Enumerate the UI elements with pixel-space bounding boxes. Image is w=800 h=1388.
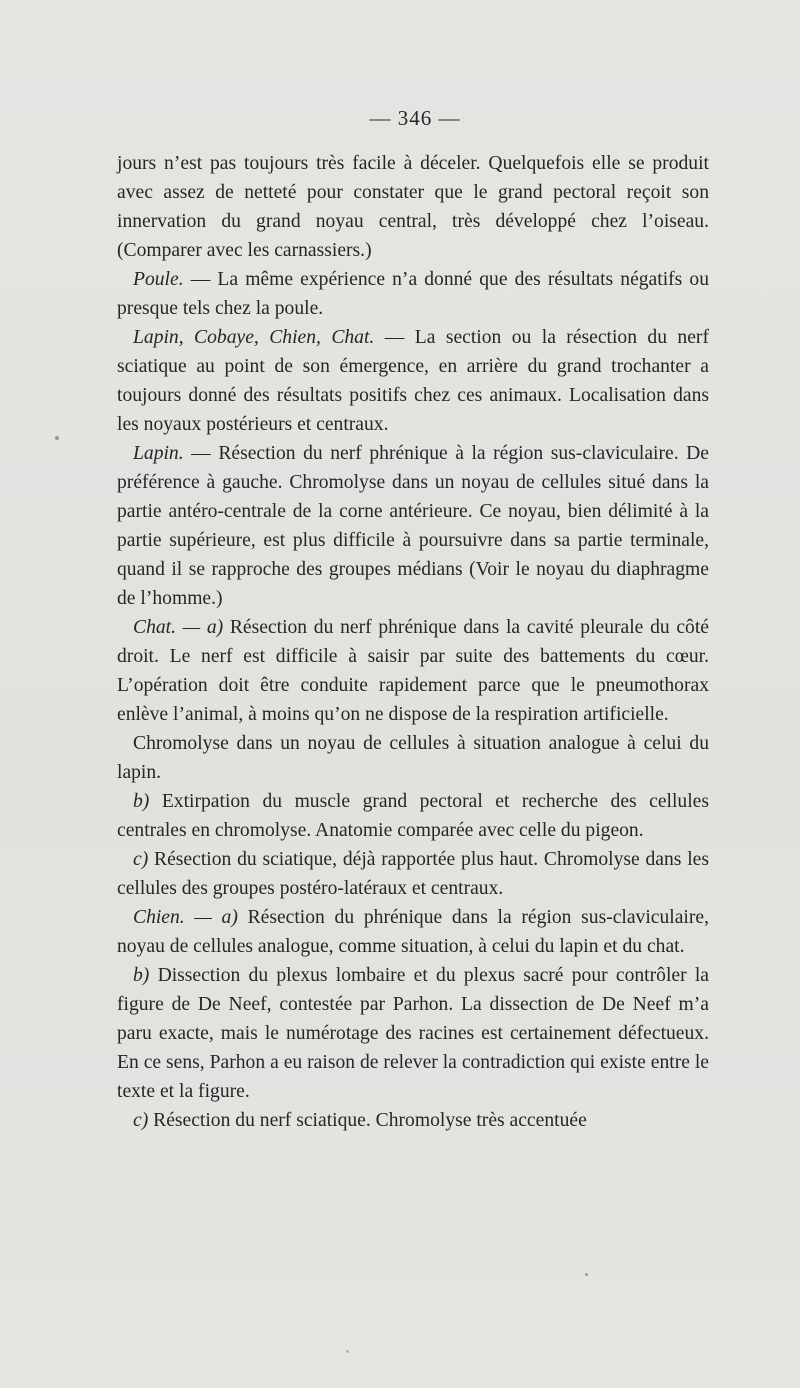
paragraph-chat-a bbox=[117, 613, 709, 729]
paragraph-lead: Poule. bbox=[133, 269, 184, 290]
paper-speck bbox=[346, 1350, 349, 1353]
paragraph-lead: c) bbox=[133, 849, 149, 870]
paragraph-chien-c bbox=[117, 1106, 709, 1135]
paper-speck bbox=[585, 1273, 588, 1276]
paragraph-chat-b bbox=[117, 787, 709, 845]
paragraph-text: — La même expérience n’a donné que des résultats négatifs ou presque tels chez la poule. bbox=[117, 269, 709, 319]
paragraph-lead: b) bbox=[133, 791, 150, 812]
paragraph-lapin-cobaye-chien-chat bbox=[117, 323, 709, 439]
paragraph-text: — Résection du nerf phrénique à la région sus-claviculaire. De préférence à gauche. Chromolyse dans un noyau de cellules situé dans la partie antéro-centrale de la corne antérieure. Ce noyau, bien délimité à la partie supérieure, est plus difficile à poursuivre dans sa partie terminale, quand il se rapproche des groupes médians (Voir le noyau du diaphragme de l’homme.) bbox=[117, 443, 709, 609]
paragraph-chat-c bbox=[117, 845, 709, 903]
page-number: — 346 — bbox=[369, 106, 461, 130]
paragraph-text: Extirpation du muscle grand pectoral et recherche des cellules centrales en chromolyse. Anatomie comparée avec celle du pigeon. bbox=[117, 791, 709, 841]
paragraph-lead: Lapin. bbox=[133, 443, 184, 464]
paragraph-lapin bbox=[117, 439, 709, 613]
paragraph-text: Résection du nerf sciatique. Chromolyse très accentuée bbox=[148, 1110, 587, 1131]
paper-speck bbox=[55, 436, 59, 440]
paragraph-text: jours n’est pas toujours très facile à déceler. Quelquefois elle se produit avec assez de netteté pour constater que le grand pectoral reçoit son innervation du grand noyau central, très développé chez l’oiseau. (Comparer avec les carnassiers.) bbox=[117, 153, 709, 261]
paragraph-lead: b) bbox=[133, 965, 150, 986]
paragraph-lead: c) bbox=[133, 1110, 149, 1131]
paragraph-text: Résection du sciatique, déjà rapportée plus haut. Chromolyse dans les cellules des groupes postéro-latéraux et centraux. bbox=[117, 849, 709, 899]
paragraph-text: Résection du phrénique dans la région sus-claviculaire, noyau de cellules analogue, comme situation, à celui du lapin et du chat. bbox=[117, 907, 709, 957]
paragraph-text: Chromolyse dans un noyau de cellules à situation analogue à celui du lapin. bbox=[117, 733, 709, 783]
body-text bbox=[117, 149, 709, 1135]
paragraph-text: Résection du nerf phrénique dans la cavité pleurale du côté droit. Le nerf est difficile à saisir par suite des battements du cœur. L’opération doit être conduite rapidement parce que le pneumothorax enlève l’animal, à moins qu’on ne dispose de la respiration artificielle. bbox=[117, 617, 709, 725]
paragraph-lead: Lapin, Cobaye, Chien, Chat. bbox=[133, 327, 375, 348]
paragraph-lead: Chat. — a) bbox=[133, 617, 224, 638]
paragraph-text: Dissection du plexus lombaire et du plexus sacré pour contrôler la figure de De Neef, contestée par Parhon. La dissection de De Neef m’a paru exacte, mais le numérotage des racines est certainement défectueux. En ce sens, Parhon a eu raison de relever la contradiction qui existe entre le texte et la figure. bbox=[117, 965, 709, 1102]
paragraph-continuation bbox=[117, 149, 709, 265]
paragraph-poule bbox=[117, 265, 709, 323]
paragraph-chromolyse bbox=[117, 729, 709, 787]
paragraph-chien-a bbox=[117, 903, 709, 961]
paragraph-text: — La section ou la résection du nerf sciatique au point de son émergence, en arrière du grand trochanter a toujours donné des résultats positifs chez ces animaux. Localisation dans les noyaux postérieurs et centraux. bbox=[117, 327, 709, 435]
paragraph-chien-b bbox=[117, 961, 709, 1106]
paragraph-lead: Chien. — a) bbox=[133, 907, 238, 928]
